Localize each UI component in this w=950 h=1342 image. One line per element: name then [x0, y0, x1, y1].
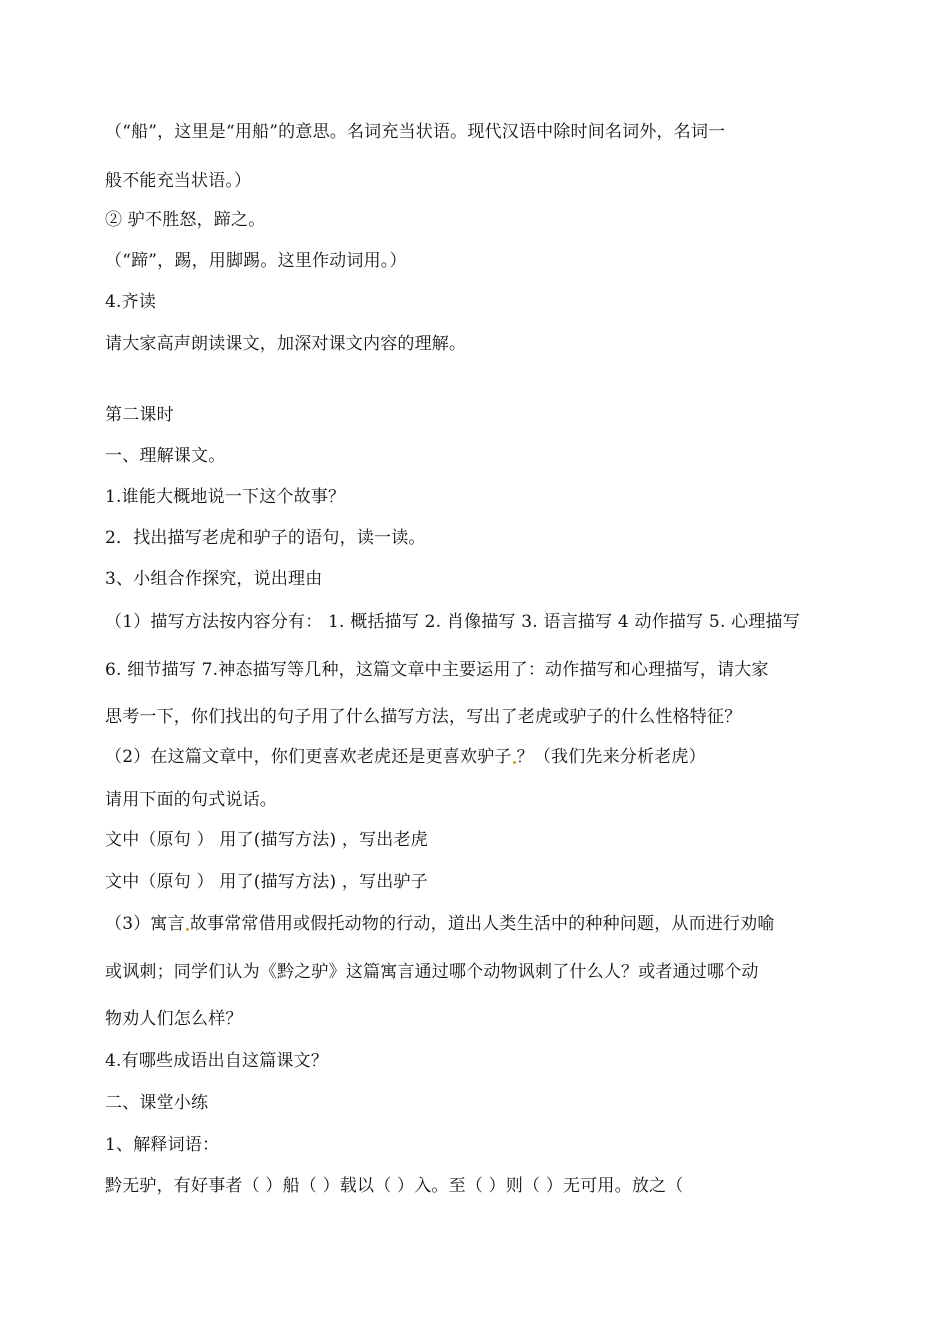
emphasis-dot — [513, 761, 516, 764]
text-line: 物劝人们怎么样？ — [105, 1009, 243, 1029]
text-line: 4.齐读 — [105, 292, 157, 312]
text-line: 3、小组合作探究，说出理由 — [105, 569, 323, 589]
text-line: （1）描写方法按内容分有： 1. 概括描写 2. 肖像描写 3. 语言描写 4 动作描写 5. 心理描写 — [105, 612, 800, 632]
text-line: 1、解释词语： — [105, 1135, 220, 1155]
text-line: 或讽刺；同学们认为《黔之驴》这篇寓言通过哪个动物讽刺了什么人？或者通过哪个动 — [105, 962, 759, 982]
text-line-with-mark — [105, 746, 850, 768]
text-line: 思考一下，你们找出的句子用了什么描写方法，写出了老虎或驴子的什么性格特征？ — [105, 707, 742, 727]
text-segment: ？（我们先来分析老虎） — [516, 747, 706, 767]
text-line: 2．找出描写老虎和驴子的语句，读一读。 — [105, 528, 426, 548]
text-line: ② 驴不胜怒，蹄之。 — [105, 210, 266, 230]
text-line: 6. 细节描写 7.神态描写等几种，这篇文章中主要运用了：动作描写和心理描写，请大家 — [105, 660, 769, 680]
text-line: 请用下面的句式说话。 — [105, 790, 277, 810]
text-segment: （3）寓言 — [105, 914, 185, 934]
text-line: （“蹄”，踢，用脚踢。这里作动词用。） — [105, 251, 407, 271]
text-segment: 故事常常借用或假托动物的行动，道出人类生活中的种种问题，从而进行劝喻 — [189, 914, 775, 934]
section-heading: 第二课时 — [105, 405, 174, 425]
text-line: 4.有哪些成语出自这篇课文？ — [105, 1051, 329, 1071]
text-line: 请大家高声朗读课文，加深对课文内容的理解。 — [105, 334, 467, 354]
text-line: 黔无驴，有好事者（ ）船（ ）载以（ ）入。至（ ）则（ ）无可用。放之（ — [105, 1176, 684, 1196]
text-segment: （2）在这篇文章中，你们更喜欢老虎还是更喜欢驴子 — [105, 747, 512, 767]
emphasis-dot — [186, 928, 189, 931]
text-line-with-mark — [105, 913, 850, 935]
text-line: （“船”，这里是“用船”的意思。名词充当状语。现代汉语中除时间名词外，名词一 — [105, 122, 726, 142]
section-heading: 二、课堂小练 — [105, 1093, 209, 1113]
text-line: 1.谁能大概地说一下这个故事？ — [105, 487, 346, 507]
text-line: 文中（原句 ） 用了(描写方法) ，写出老虎 — [105, 830, 428, 850]
text-line: 般不能充当状语。） — [105, 171, 252, 191]
text-line: 一、理解课文。 — [105, 446, 226, 466]
text-line: 文中（原句 ） 用了(描写方法) ，写出驴子 — [105, 872, 428, 892]
